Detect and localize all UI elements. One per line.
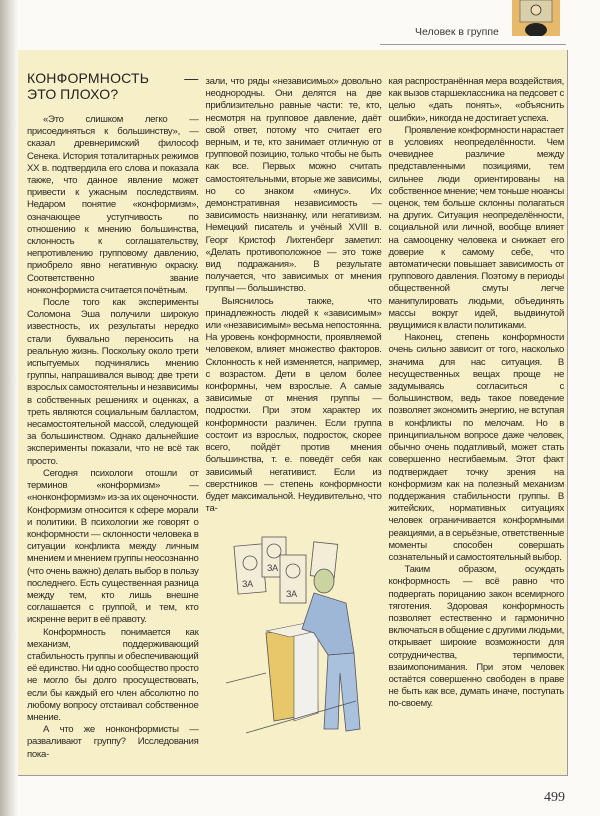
header-rule [380,44,566,45]
paragraph: А что же нонконформисты — разваливают группу? Исследования пока- [27,724,199,760]
paragraph: После того как эксперименты Соломона Эша получили широкую известность, их результаты нередко стали буквально переносить на реальную жизнь. Поскольку около трети испытуемых подчинялись мнению группы, напрашивался вывод: две трети взрослых самостоятельны и независимы в собственных решениях и оценках, а треть являются социальным балластом, несамостоятельной массой, следующей за большинством. Однако дальнейшие эксперименты показали, что не всё так просто. [27,297,199,467]
article-panel [18,50,568,776]
page-header [0,0,600,50]
paragraph: Сегодня психологи отошли от терминов «конформизм» — «нонконформизм» из-за их оценочности. Конформизм относится к сфере морали и политики. В психологии же говорят о конформности — склонности человека в ситуации конфликта между личным мнением и мнением группы неосознанно (что очень важно) делать выбор в пользу последнего. Есть существенная разница между тем, кто лишь внешне соглашается с группой, и тем, кто искренне верит в её правоту. [27,467,199,626]
paragraph: Таким образом, осуждать конформность — всё равно что подвергать порицанию закон всемирного тяготения. Здоровая конформность позволяет естественно и гармонично включаться в общение с другими людьми, открывает широкие возможности для сотрудничества, терпимости, взаимопонимания. При этом человек остаётся совершенно свободен в праве не быть как все, думать иначе, поступать по-своему. [388,564,564,710]
article-column-3 [389,68,565,711]
poster-label: ЗА [266,563,278,574]
poster-label: ЗА [285,589,297,600]
book-gutter-shadow [0,0,18,816]
paragraph: кая распространённая мера воздействия, как вызов старшеклассника на педсовет с целью «дать понять», «объяснить ошибки», никогда не достигает успеха. [388,76,564,124]
paragraph: зали, что ряды «независимых» довольно неоднородны. Они делятся на две приблизительно равные части: те, кто, несмотря на групповое давление, даёт свой ответ, потому что считает его верным, и те, кто занимает отличную от групповой позицию, только чтобы не быть как все. Первых можно считать самостоятельными, вторые же зависимы, но со знаком «минус». Их демонстративная независимость — зависимость наизнанку, или негативизм. Немецкий писатель и учёный XVIII в. Георг Кристоф Лихтенберг заметил: «Делать противоположное — это тоже вид подражания». В результате получается, что зависимых от мнения группы — большинство. [205,76,382,295]
article-title: КОНФОРМНОСТЬ — ЭТО ПЛОХО? [27,70,199,102]
section-thumbnail-image [512,0,560,36]
page-footer [0,776,600,816]
paragraph: Наконец, степень конформности очень сильно зависит от того, насколько значима для нас ситуация. В несущественных вещах проще не задумываясь согласиться с большинством, ведь такое поведение позволяет экономить энергию, не вступая в конфликты по мелочам. Но в принципиальном вопросе даже человек, обычно очень податливый, может стать совершенно несгибаемым. Этот факт подтверждает точку зрения на конформизм как на полезный механизм поддержания стабильности группы. В житейских, нормативных ситуациях человек ограничивается конформными реакциями, а в серьёзные, ответственные моменты способен совершать сознательный и самостоятельный выбор. [388,332,564,563]
paragraph: «Это слишком легко — присоединяться к большинству», — сказал древнеримский философ Сенека. История тоталитарных режимов XX в. подтвердила его слова и показала также, что данное явление может привести к ужасным последствиям. Недаром понятие «конформизм», означающее уступчивость по отношению к мнению большинства, склонность к соглашательству, непротивлению групповому давлению, приобрело явно негативную окраску. Соответственно звание нонконформиста считается почётным. [27,114,199,296]
voting-man-illustration [206,523,382,753]
paragraph: Конформность понимается как механизм, поддерживающий стабильность группы и обеспечивающий её единство. Ни одно сообщество просто не могло бы долго просуществовать, если бы каждый его член абсолютно по любому вопросу отстаивал собственное мнение. [27,626,199,723]
paragraph: Выяснилось также, что принадлежность людей к «зависимым» или «независимым» весьма непостоянна. На уровень конформности, проявляемой человеком, влияет множество факторов. Склонность к ней изменяется, например, с возрастом. Дети в целом более конформны, чем взрослые. А самые зависимые от мнения группы — подростки. При этом характер их конформности различен. Если группа состоит из взрослых, подросток, скорее всего, пойдёт против мнения большинства, т. е. поведёт себя как зависимый негативист. Если из сверстников — степень конформности будет максимальной. Неудивительно, что та- [205,295,382,515]
article-column-2 [206,68,382,753]
running-header: Человек в группе [415,26,499,38]
page-number: 499 [544,789,565,805]
paragraph: Проявление конформности нарастает в условиях неопределённости. Чем очевиднее различие между представленными позициями, тем сильнее люди ориентированы на собственное мнение; чем тоньше нюансы оценок, тем больше склонны полагаться на других. Ситуация неопределённости, социальной или личной, вообще влияет на самооценку человека и снижает его доверие к самому себе, что автоматически повышает зависимость от группового давления. Поэтому в периоды общественной смуты легче манипулировать людьми, объединять массы вокруг идей, выдвинутой рвущимися к власти политиками. [388,124,564,332]
poster-label: ЗА [241,579,253,590]
article-column-1 [27,68,199,761]
